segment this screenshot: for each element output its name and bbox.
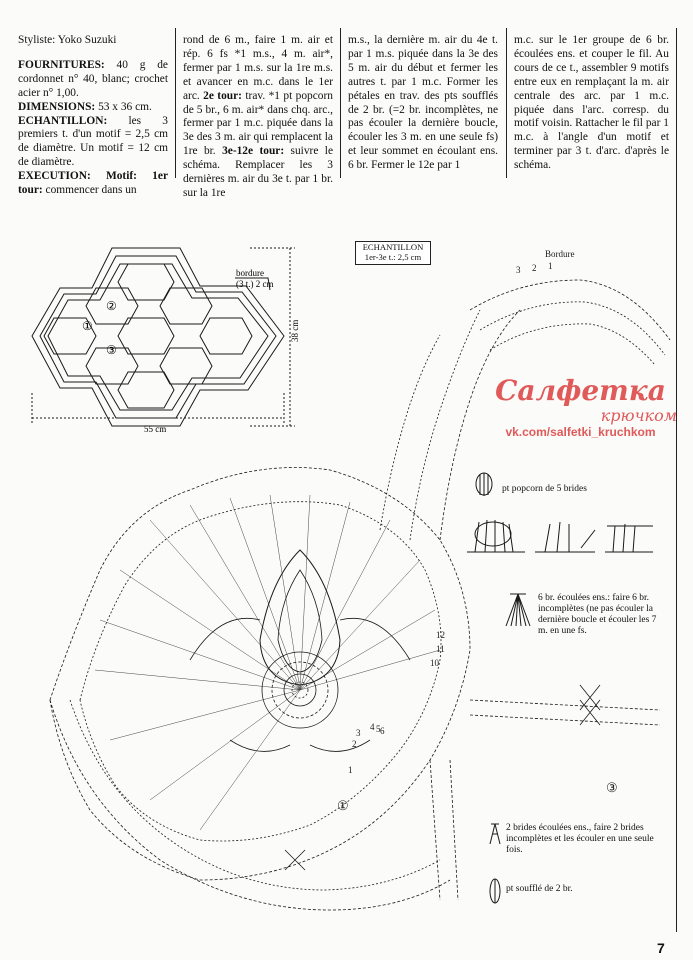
watermark [478, 376, 683, 439]
instructions-dimensions [18, 101, 168, 115]
round-number-11: 11 [436, 644, 445, 654]
col2-text2: trav. *1 pt popcorn de 5 br., 6 m. air* dans chq. arc., fermer par 1 m.c. piquée dans la 3e des 3 m. air qui remplacent la 1re br. [183, 89, 333, 158]
dimensions-text: 53 x 36 cm. [95, 100, 152, 113]
height-label: 38 cm [290, 319, 300, 342]
round-number-6: 6 [380, 726, 385, 736]
popcorn-symbol-icon [472, 470, 496, 500]
motif-number-2: ② [106, 299, 117, 313]
round-number-12: 12 [436, 630, 445, 640]
instructions-execution [18, 170, 168, 198]
round-number-5: 5 [376, 724, 381, 734]
col3-text: m.s., la dernière m. air du 4e t. par 1 m.s. piquée dans la 3e des 5 m. air du début et fermer les autres t. par 1 m.c. Former les pétales en trav. des pts soufflés de 2 br. (=2 br. incomplètes, ne pas écouler la dernière boucle, écouler les 3 m. en une seule fs) et leur sommet en écoulant ens. 6 br. Fermer le 12e par 1 [348, 34, 498, 172]
round-number-4: 4 [370, 722, 375, 732]
two-brides-symbol-icon [488, 822, 502, 846]
echantillon-text: les 3 premiers t. d'un motif = 2,5 cm de diamètre. Un motif = 12 cm de diamètre. [18, 114, 168, 169]
chart-motif-1: ① [337, 798, 349, 813]
tour2-label: 2e tour: [203, 89, 242, 102]
instructions-gauge [18, 115, 168, 171]
column-divider [340, 28, 341, 178]
bordure-label: bordure [236, 268, 264, 278]
motif-number-3: ③ [106, 343, 117, 357]
bordure-row-3: 3 [516, 265, 521, 275]
execution-label: EXECUTION: Motif: 1er tour: [18, 170, 168, 197]
souffle-symbol-icon [488, 876, 502, 906]
text-column-2 [183, 34, 333, 201]
round-number-10: 10 [430, 658, 439, 668]
round-number-2: 2 [352, 739, 357, 749]
instructions-materials [18, 59, 168, 101]
watermark-title: Салфетка [495, 374, 666, 407]
text-column-3 [348, 34, 498, 173]
tour3-label: 3e-12e tour: [222, 145, 285, 158]
stitch-illustrations [465, 512, 655, 560]
legend-souffle: pt soufflé de 2 br. [506, 884, 573, 894]
watermark-sub: крючком [600, 406, 677, 425]
bordure-row-1: 1 [548, 261, 553, 271]
fournitures-text: 40 g de cordonnet n° 40, blanc; crochet acier n° 1,00. [18, 58, 168, 99]
width-label: 55 cm [144, 424, 167, 434]
six-brides-symbol-icon [504, 590, 532, 630]
round-number-1: 1 [348, 765, 353, 775]
chart-motif-3: ③ [606, 780, 618, 795]
fournitures-label: FOURNITURES: [18, 58, 105, 71]
dimensions-label: DIMENSIONS: [18, 100, 96, 113]
chart-bordure-label: Bordure [545, 249, 575, 259]
legend-two-brides: 2 brides écoulées ens., faire 2 brides incomplètes et les écouler en une seule fois. [506, 823, 654, 855]
page-number: 7 [657, 940, 665, 956]
echantillon-title: ECHANTILLON [362, 242, 424, 252]
col2-text1: rond de 6 m., faire 1 m. air et rép. 6 fs *1 m.s., 4 m. air*, fermer par 1 m.s. sur la 1re m.s. et avancer en m.c. dans le 1er arc. [183, 34, 333, 102]
round-number-3: 3 [356, 728, 361, 738]
column-divider [506, 28, 507, 178]
stylist-credit: Styliste: Yoko Suzuki [18, 34, 117, 46]
bordure-row-2: 2 [532, 263, 537, 273]
watermark-url: vk.com/salfetki_kruchkom [505, 425, 656, 439]
echantillon-sub: 1er-3e t.: 2,5 cm [364, 252, 422, 262]
legend-six-brides: 6 br. écoulées ens.: faire 6 br. incomplètes (ne pas écouler la dernière boucle et écouler les 7 m. en une fs. [538, 593, 657, 636]
echantillon-label: ECHANTILLON: [18, 114, 108, 127]
bordure-sub: (3 t.) 2 cm [236, 279, 274, 289]
text-column-4 [514, 34, 669, 173]
column-divider [175, 28, 176, 178]
text-column-1 [18, 34, 168, 198]
col2-text3: suivre le schéma. Remplacer les 3 dernières m. air du 3e t. par 1 br. sur la 1re [183, 145, 333, 199]
col4-text: m.c. sur le 1er groupe de 6 br. écoulées ens. et couper le fil. Au cours de ce t., assembler 9 motifs entre eux en remplaçant la m. air centrale des arc. par 1 m.c. piquée dans l'arc. corresp. du motif voisin. Rattacher le fil par 1 m.c. à l'angle d'un motif et terminer par 3 t. d'arc. d'après le schéma. [514, 34, 669, 172]
legend-popcorn: pt popcorn de 5 brides [502, 484, 587, 494]
execution-text: commencer dans un [42, 184, 137, 197]
motif-number-1: ① [82, 319, 93, 333]
